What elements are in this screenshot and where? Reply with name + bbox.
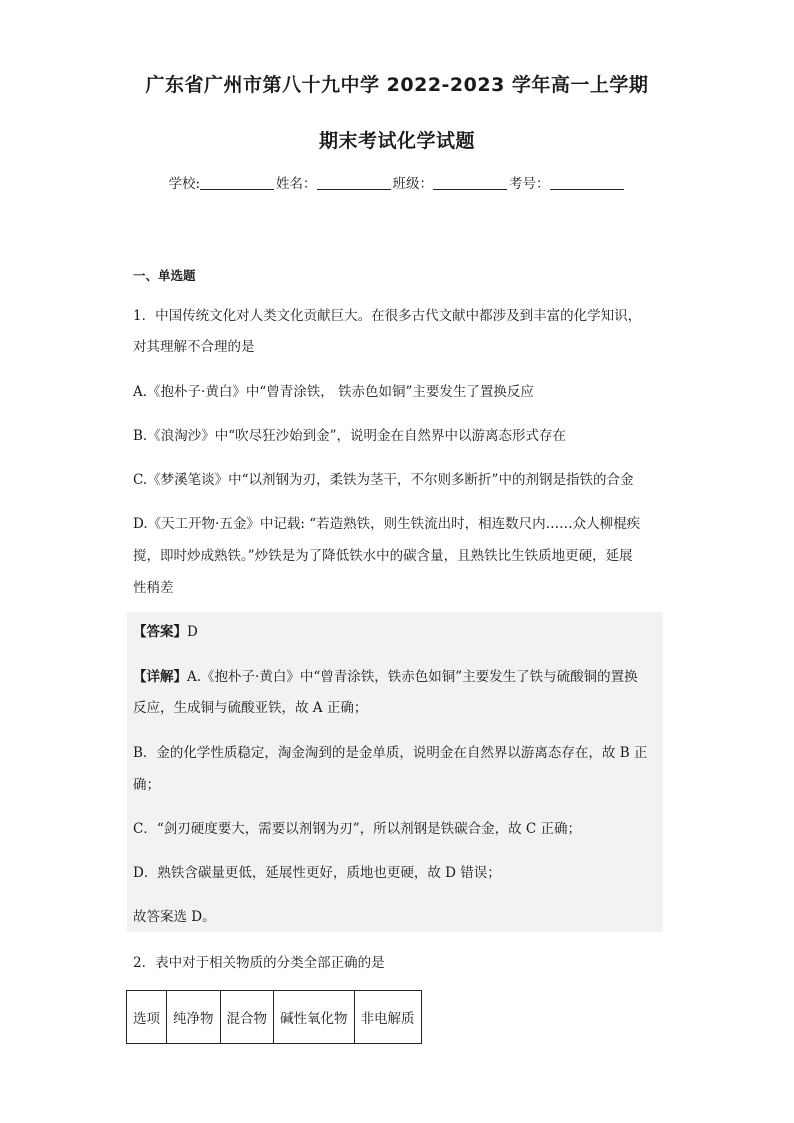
number-label: 考号： [509, 176, 550, 192]
table-header-row [127, 991, 422, 1044]
table-header-cell: 纯净物 [167, 991, 221, 1044]
exam-title-line2: 期末考试化学试题 [318, 130, 475, 152]
answer-tag: 【答案】 [133, 624, 187, 640]
q1-option-a: A.《抱朴子·黄白》中“曾青涂铁， 铁赤色如铜”主要发生了置换反应 [133, 384, 534, 400]
q1-stem-line2: 对其理解不合理的是 [133, 339, 255, 355]
q1-option-d-line3: 性稍差 [133, 580, 174, 596]
detail-c: C．“剑刃硬度要大，需要以剂钢为刃”，所以剂钢是铁碳合金，故 C 正确； [133, 821, 582, 837]
section-title: 一、单选题 [133, 268, 196, 283]
table-header-cell: 混合物 [220, 991, 274, 1044]
school-label: 学校: [168, 176, 201, 192]
exam-title-line1: 广东省广州市第八十九中学 2022-2023 学年高一上学期 [145, 74, 649, 96]
number-blank [550, 175, 624, 190]
detail-a-line2: 反应，生成铜与硫酸亚铁，故 A 正确； [133, 700, 368, 716]
detail-a-text: A.《抱朴子·黄白》中“曾青涂铁，铁赤色如铜”主要发生了铁与硫酸铜的置换 [187, 669, 638, 685]
classification-table [126, 990, 422, 1044]
q1-option-c: C.《梦溪笔谈》中“以剂钢为刃，柔铁为茎干，不尔则多断折”中的剂钢是指铁的合金 [133, 472, 634, 488]
class-label: 班级： [392, 176, 434, 192]
q1-option-b: B.《浪淘沙》中“吹尽狂沙始到金”，说明金在自然界中以游离态形式存在 [133, 428, 567, 444]
class-blank [433, 175, 507, 190]
answer-explanation-box [127, 612, 663, 932]
conclusion: 故答案选 D。 [133, 909, 216, 925]
school-blank [200, 175, 274, 190]
q1-stem-line1: 1．中国传统文化对人类文化贡献巨大。在很多古代文献中都涉及到丰富的化学知识， [133, 308, 642, 324]
table-header-cell: 选项 [127, 991, 167, 1044]
detail-a-line1 [133, 668, 638, 686]
table-header-cell: 非电解质 [354, 991, 421, 1044]
detail-b-line1: B．金的化学性质稳定，淘金淘到的是金单质，说明金在自然界以游离态存在，故 B 正 [133, 745, 648, 761]
name-label: 姓名： [276, 176, 317, 192]
q1-option-d-line2: 搅，即时炒成熟铁。”炒铁是为了降低铁水中的碳含量，且熟铁比生铁质地更硬，延展 [133, 548, 633, 564]
name-blank [317, 175, 391, 190]
answer-value: D [187, 624, 198, 640]
detail-tag: 【详解】 [133, 669, 187, 685]
detail-d: D．熟铁含碳量更低，延展性更好，质地也更硬，故 D 错误； [133, 865, 501, 881]
answer-line [133, 623, 198, 641]
detail-b-line2: 确； [133, 777, 160, 793]
q2-stem: 2．表中对于相关物质的分类全部正确的是 [133, 955, 385, 971]
q1-option-d-line1: D.《天工开物·五金》中记载: “若造熟铁，则生铁流出时，相连数尺内……众人柳棍疾 [133, 516, 641, 532]
student-info-line [0, 172, 794, 192]
table-header-cell: 碱性氧化物 [274, 991, 355, 1044]
